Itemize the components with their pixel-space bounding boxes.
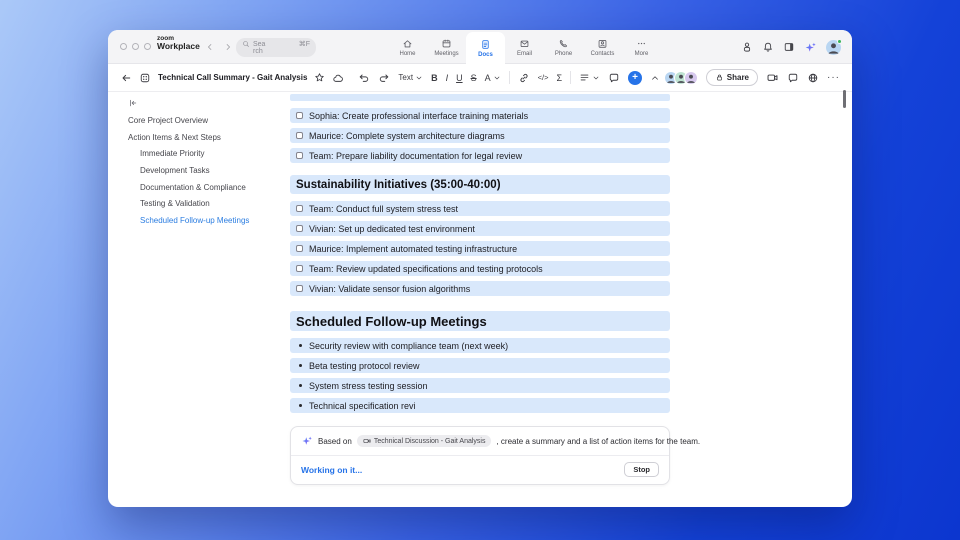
collaborator-avatars[interactable]	[664, 71, 698, 85]
brand-zoom-text: zoom	[157, 35, 174, 42]
link-icon[interactable]	[518, 72, 530, 84]
doc-title[interactable]: Technical Call Summary - Gait Analysis	[158, 73, 308, 82]
tab-phone[interactable]: Phone	[544, 30, 583, 64]
outline-item[interactable]: Development Tasks	[140, 166, 210, 176]
chevron-down-icon	[493, 74, 501, 82]
brand-workplace-text: Workplace	[157, 41, 200, 52]
code-block-button[interactable]: </>	[537, 73, 549, 82]
bullet-dot	[299, 344, 302, 347]
block-text[interactable]: Maurice: Complete system architecture diagrams	[309, 130, 505, 141]
outline-item[interactable]: Documentation & Compliance	[140, 182, 246, 192]
block-text[interactable]: Technical specification revi	[309, 400, 416, 411]
checkbox[interactable]	[296, 285, 303, 292]
stop-button[interactable]: Stop	[624, 462, 659, 477]
doc-block[interactable]	[290, 241, 670, 256]
block-text[interactable]: Vivian: Set up dedicated test environment	[309, 223, 475, 234]
block-text[interactable]: Team: Prepare liability documentation for legal review	[309, 150, 523, 161]
underline-button[interactable]: U	[456, 72, 463, 83]
doc-block[interactable]	[290, 358, 670, 373]
search-placeholder: Sea	[253, 40, 266, 48]
email-icon	[519, 38, 530, 49]
collaborator-avatar	[684, 71, 698, 85]
collapse-toolbar-icon[interactable]	[650, 73, 660, 83]
tab-home[interactable]: Home	[388, 30, 427, 64]
checkbox[interactable]	[296, 265, 303, 272]
block-text[interactable]: Sustainability Initiatives (35:00-40:00)	[296, 178, 501, 191]
outline-item[interactable]: Testing & Validation	[140, 199, 210, 209]
tab-meetings[interactable]: Meetings	[427, 30, 466, 64]
zoom-window-button[interactable]	[144, 43, 151, 50]
outline-item[interactable]: Scheduled Follow-up Meetings	[140, 216, 250, 226]
undo-icon[interactable]	[358, 72, 370, 84]
notifications-bell-icon[interactable]	[762, 41, 774, 53]
ai-prompt-suffix: , create a summary and a list of action items for the team.	[496, 436, 701, 446]
doc-block[interactable]	[290, 281, 670, 296]
checkbox[interactable]	[296, 225, 303, 232]
block-text[interactable]: Team: Conduct full system stress test	[309, 203, 459, 214]
checkbox[interactable]	[296, 132, 303, 139]
doc-block[interactable]	[290, 378, 670, 393]
nav-forward-button[interactable]	[223, 41, 233, 53]
formula-button[interactable]: Σ	[556, 72, 563, 83]
bold-button[interactable]: B	[431, 72, 438, 83]
bullet-dot	[299, 404, 302, 407]
activity-center-icon[interactable]	[741, 41, 753, 53]
checkbox[interactable]	[296, 205, 303, 212]
doc-block[interactable]	[290, 94, 670, 101]
video-camera-icon[interactable]	[766, 71, 779, 84]
ai-companion-icon[interactable]	[804, 41, 817, 54]
doc-block[interactable]	[290, 311, 670, 331]
document-body	[290, 94, 701, 485]
ai-status-text: Working on it...	[301, 464, 363, 475]
block-text[interactable]: Team: Review updated specifications and testing protocols	[309, 263, 543, 274]
main-nav-tabs	[388, 30, 661, 64]
document-outline	[128, 98, 280, 232]
doc-home-grid-icon[interactable]	[139, 72, 151, 84]
outline-item[interactable]: Immediate Priority	[140, 149, 205, 159]
search-shortcut: ⌘F	[298, 41, 310, 48]
search-placeholder-wrap: rch	[253, 48, 263, 55]
recording-icon	[363, 437, 371, 445]
contacts-icon	[597, 38, 608, 49]
ai-prompt-prefix: Based on	[318, 436, 352, 446]
text-style-dropdown[interactable]: Text	[398, 73, 423, 82]
italic-button[interactable]: I	[445, 72, 449, 83]
home-icon	[402, 38, 413, 49]
align-icon	[579, 72, 590, 83]
side-panel-toggle-icon[interactable]	[783, 41, 795, 53]
collapse-outline-icon[interactable]	[128, 98, 280, 108]
checkbox[interactable]	[296, 112, 303, 119]
back-icon[interactable]	[120, 72, 132, 84]
doc-block[interactable]	[290, 175, 670, 194]
lock-icon	[715, 73, 724, 82]
doc-block[interactable]	[290, 148, 670, 163]
doc-block[interactable]	[290, 128, 670, 143]
nav-back-button[interactable]	[205, 41, 215, 53]
doc-block[interactable]	[290, 261, 670, 276]
insert-plus-button[interactable]: +	[628, 71, 642, 85]
align-dropdown[interactable]	[579, 72, 600, 83]
block-text[interactable]: Security review with compliance team (next week)	[309, 340, 509, 351]
strikethrough-button[interactable]: S	[470, 72, 477, 83]
user-avatar[interactable]	[826, 40, 841, 55]
minimize-window-button[interactable]	[132, 43, 139, 50]
chevron-down-icon	[592, 74, 600, 82]
bullet-dot	[299, 384, 302, 387]
tab-more[interactable]: More	[622, 30, 661, 64]
scrollbar-thumb[interactable]	[843, 90, 846, 108]
close-window-button[interactable]	[120, 43, 127, 50]
calendar-icon	[441, 38, 452, 49]
zoom-workplace-window	[108, 30, 852, 507]
tab-email[interactable]: Email	[505, 30, 544, 64]
doc-block[interactable]	[290, 201, 670, 216]
ai-sparkle-icon	[301, 435, 313, 447]
text-color-dropdown[interactable]: A	[485, 73, 501, 83]
docs-icon	[480, 39, 491, 50]
bullet-dot	[299, 364, 302, 367]
window-controls	[120, 43, 151, 50]
tab-contacts[interactable]: Contacts	[583, 30, 622, 64]
share-button[interactable]: Share	[706, 69, 758, 86]
cloud-saved-icon[interactable]	[332, 72, 344, 84]
favorite-star-icon[interactable]	[314, 72, 325, 83]
doc-block[interactable]	[290, 108, 670, 123]
doc-block[interactable]	[290, 398, 670, 413]
outline-item[interactable]: Core Project Overview	[128, 116, 209, 125]
app-chrome-bar	[108, 30, 852, 64]
presence-dot	[837, 39, 842, 44]
comment-icon[interactable]	[608, 72, 620, 84]
more-icon	[636, 38, 647, 49]
brand-logo	[157, 35, 200, 51]
doc-block[interactable]	[290, 338, 670, 353]
checkbox[interactable]	[296, 152, 303, 159]
source-doc-chip[interactable]: Technical Discussion - Gait Analysis	[357, 435, 492, 447]
redo-icon[interactable]	[378, 72, 390, 84]
phone-icon	[558, 38, 569, 49]
doc-toolbar	[108, 64, 852, 92]
block-text[interactable]: Maurice: Implement automated testing infrastructure	[309, 243, 518, 254]
tab-docs[interactable]: Docs	[466, 32, 505, 65]
chat-bubble-icon[interactable]	[787, 72, 799, 84]
chevron-down-icon	[415, 74, 423, 82]
block-text[interactable]: System stress testing session	[309, 380, 428, 391]
block-text[interactable]: Beta testing protocol review	[309, 360, 420, 371]
block-text[interactable]: Scheduled Follow-up Meetings	[296, 313, 487, 329]
block-text[interactable]: Vivian: Validate sensor fusion algorithms	[309, 283, 471, 294]
doc-block[interactable]	[290, 221, 670, 236]
block-text[interactable]: Sophia: Create professional interface training materials	[309, 110, 529, 121]
search-icon	[242, 40, 250, 48]
globe-icon[interactable]	[807, 72, 819, 84]
toolbar-more-icon[interactable]: ···	[827, 72, 840, 83]
checkbox[interactable]	[296, 245, 303, 252]
ai-companion-card	[290, 426, 701, 485]
search-input[interactable]	[236, 38, 316, 57]
outline-item[interactable]: Action Items & Next Steps	[128, 132, 221, 142]
